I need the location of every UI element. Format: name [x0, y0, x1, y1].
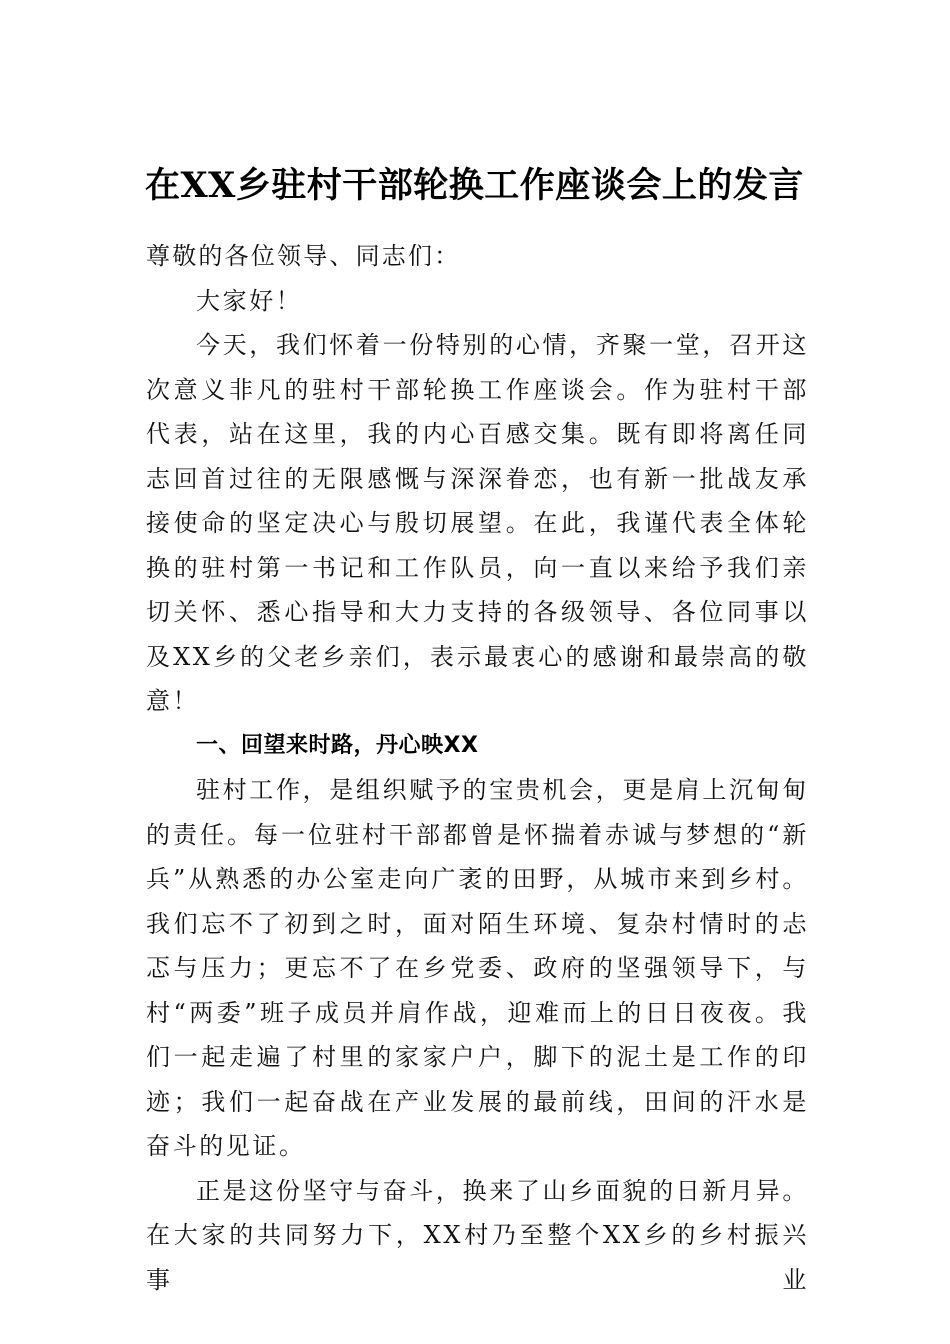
section-heading: 一、回望来时路，丹心映XX [196, 732, 479, 758]
opening-paragraph: 今天，我们怀着一份特别的心情，齐聚一堂，召开这次意义非凡的驻村干部轮换工作座谈会。作为驻村干部代表，站在这里，我的内心百感交集。既有即将离任同志回首过往的无限感慨与深深眷恋，也有新一批战友承接使命的坚定决心与殷切展望。在此，我谨代表全体轮换的驻村第一书记和工作队员，向一直以来给予我们亲切关怀、悉心指导和大力支持的各级领导、各位同事以及XX乡的父老乡亲们，表示最衷心的感谢和最崇高的敬意！ [146, 331, 809, 715]
body-paragraph: 正是这份坚守与奋斗，换来了山乡面貌的日新月异。在大家的共同努力下，XX村乃至整个XX乡的乡村振兴事业 [146, 1176, 809, 1294]
document-body [146, 234, 809, 1302]
salutation: 尊敬的各位领导、同志们： [146, 242, 461, 270]
body-paragraph: 驻村工作，是组织赋予的宝贵机会，更是肩上沉甸甸的责任。每一位驻村干部都曾是怀揣着赤诚与梦想的“新兵”从熟悉的办公室走向广袤的田野，从城市来到乡村。我们忘不了初到之时，面对陌生环境、复杂村情时的忐忑与压力；更忘不了在乡党委、政府的坚强领导下，与村“两委”班子成员并肩作战，迎难而上的日日夜夜。我们一起走遍了村里的家家户户，脚下的泥土是工作的印迹；我们一起奋战在产业发展的最前线，田间的汗水是奋斗的见证。 [146, 776, 809, 1160]
document-title: 在XX乡驻村干部轮换工作座谈会上的发言 [145, 165, 804, 206]
greeting: 大家好！ [196, 286, 303, 315]
